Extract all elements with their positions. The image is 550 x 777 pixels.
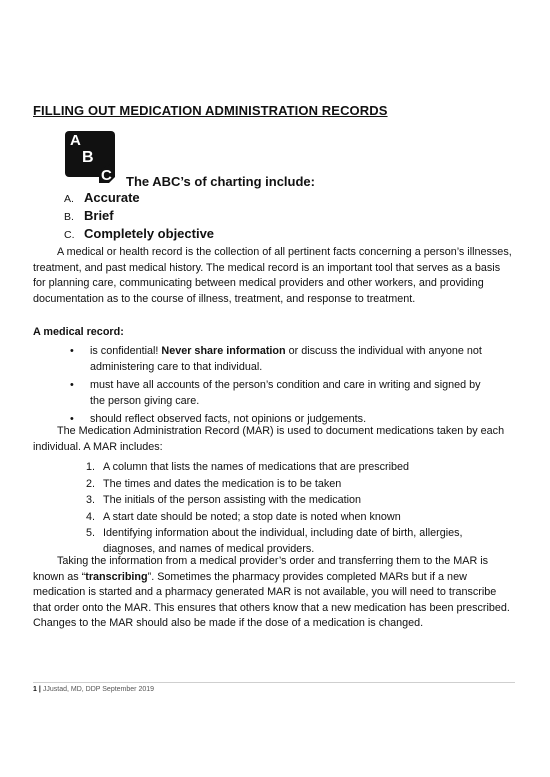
medical-record-heading: A medical record: xyxy=(33,326,124,338)
bullet-item: • must have all accounts of the person’s condition and care in writing and signed by the person giving care. xyxy=(70,379,481,407)
logo-letter-c: C xyxy=(101,167,112,183)
medical-record-bullets xyxy=(70,344,490,431)
footer-text: JJustad, MD, DDP September 2019 xyxy=(42,686,155,693)
abc-item xyxy=(64,226,214,244)
abc-letter: B. xyxy=(64,211,74,223)
bullet-item: • is confidential! Never share information or discuss the individual with anyone not administering care to that individual. xyxy=(70,345,482,373)
mar-item: 2. The times and dates the medication is to be taken xyxy=(86,477,342,490)
abc-item-text: Brief xyxy=(84,208,114,223)
mar-item: 1. A column that lists the names of medications that are prescribed xyxy=(86,461,410,473)
medical-record-paragraph: A medical or health record is the collection of all pertinent facts concerning a person’s illnesses, treatment, and past medical history. The medical record is an important tool that serves as a basis for planning care, communicating between medical providers and other workers, and providing documentation as to the course of illness, treatment, and response to treatment. xyxy=(33,246,512,305)
bullet-item: • should reflect observed facts, not opinions or judgements. xyxy=(70,412,490,428)
abc-item-text: Completely objective xyxy=(84,226,215,241)
mar-item: 3. The initials of the person assisting with the medication xyxy=(86,494,362,506)
mar-item: 4. A start date should be noted; a stop date is noted when known xyxy=(86,510,401,523)
abc-logo xyxy=(65,131,123,183)
bullet-dot-icon: • xyxy=(70,345,74,357)
mar-item: 5. Identifying information about the individual, including date of birth, allergies, diagnoses, and names of medical providers. xyxy=(86,527,463,555)
mar-paragraph: The Medication Administration Record (MAR) is used to document medications taken by each individual. A MAR includes: xyxy=(33,425,505,453)
abc-item-text: Accurate xyxy=(84,190,140,205)
abc-letter: C. xyxy=(64,229,75,241)
page-number: 1 xyxy=(33,686,37,693)
abc-letter: A. xyxy=(64,193,74,205)
abc-heading: The ABC’s of charting include: xyxy=(126,174,315,189)
abc-item xyxy=(64,208,214,226)
bullet-dot-icon: • xyxy=(70,379,74,391)
logo-letter-a: A xyxy=(70,132,81,149)
abc-list xyxy=(64,190,214,244)
logo-letter-b: B xyxy=(82,149,94,166)
footer-divider xyxy=(33,682,515,683)
footer-separator: | xyxy=(38,686,41,693)
transcribing-paragraph: Taking the information from a medical provider’s order and transferring them to the MAR is known as “transcribing”. Sometimes the pharmacy provides completed MARs but if a new medication is started and a pharmacy generated MAR is not available, you will need to transcribe that order onto the MAR. This ensures that others know that a new medication has been prescribed. Changes to the MAR should also be made if the dose of a medication is changed. xyxy=(33,555,510,629)
abc-item xyxy=(64,190,214,208)
page-title: FILLING OUT MEDICATION ADMINISTRATION RECORDS xyxy=(33,103,388,118)
mar-list xyxy=(86,460,506,558)
bullet-dot-icon: • xyxy=(70,413,74,425)
page-footer xyxy=(33,686,154,693)
